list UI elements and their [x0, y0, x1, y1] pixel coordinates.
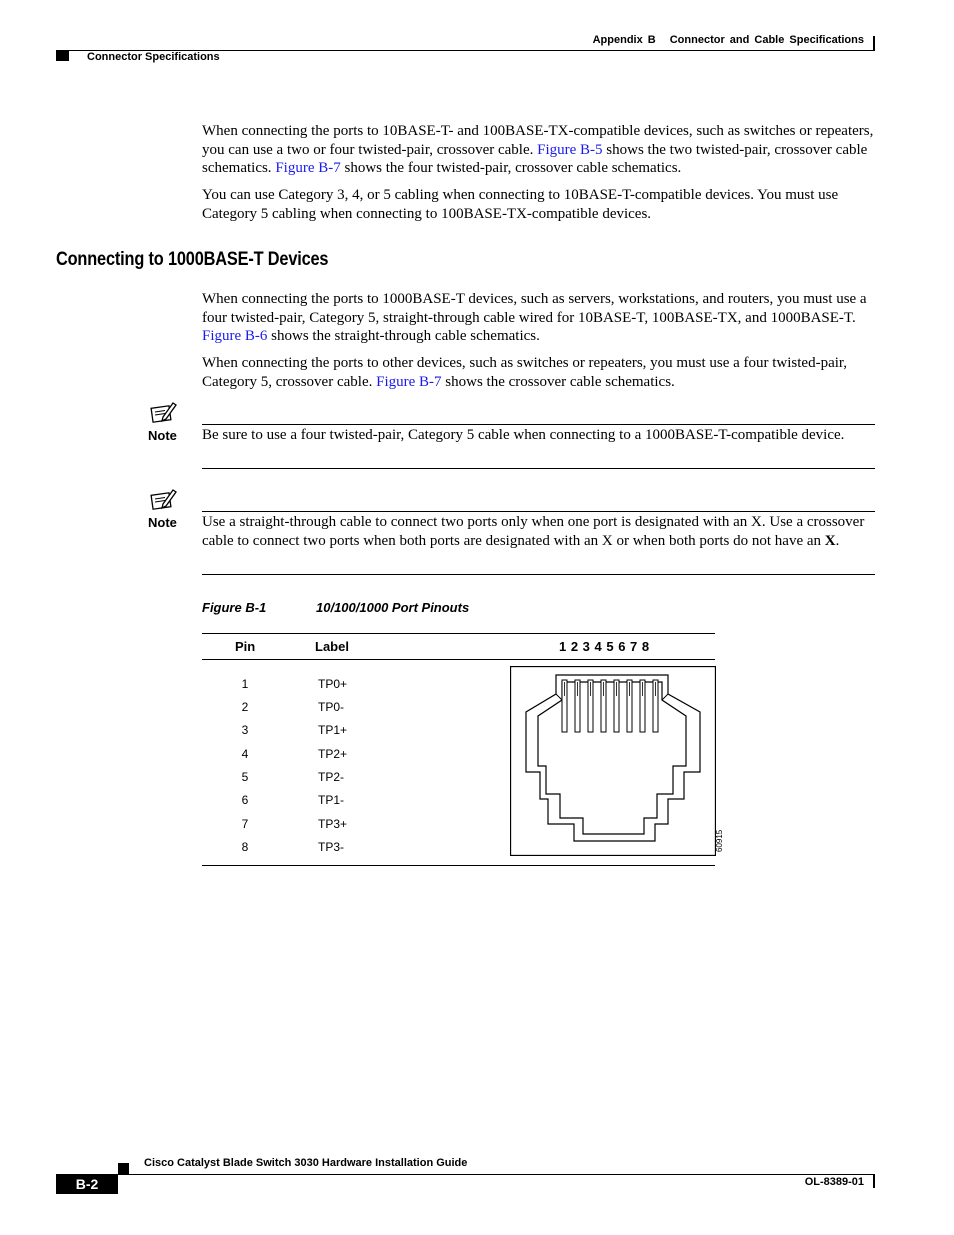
note-2-label: Note — [148, 515, 177, 530]
intro-paragraph-1 — [202, 122, 874, 178]
link-figure-b6[interactable]: Figure B-6 — [202, 328, 268, 344]
table-bottom-rule — [202, 865, 715, 866]
column-header-pin: Pin — [235, 639, 256, 654]
table-header-rule — [202, 659, 715, 660]
art-id-label: 60915 — [715, 829, 724, 852]
pin-number: 8 — [241, 840, 249, 854]
section-p2-text-b: shows the crossover cable schematics. — [441, 373, 675, 390]
pin-label: TP3+ — [318, 817, 348, 831]
column-header-label: Label — [315, 639, 349, 654]
table-top-rule — [202, 633, 715, 634]
page-number: B-2 — [56, 1174, 118, 1194]
link-figure-b5[interactable]: Figure B-5 — [537, 141, 603, 158]
note-2-text-a: Use a straight-through cable to connect two ports only when one port is designated with an X. Use a crossover cable to connect two ports when both ports are designated with an X or when both ports do not have an — [202, 514, 865, 549]
pin-label: TP0- — [318, 700, 345, 714]
footer-guide-title: Cisco Catalyst Blade Switch 3030 Hardware Installation Guide — [144, 1157, 468, 1169]
section-paragraph-1 — [202, 290, 874, 346]
pin-number: 3 — [241, 723, 249, 737]
pin-number: 4 — [241, 747, 249, 761]
link-figure-b7[interactable]: Figure B-7 — [275, 160, 341, 176]
document-number: OL-8389-01 — [804, 1176, 864, 1188]
header-tick — [873, 36, 875, 51]
footer-rule — [118, 1174, 875, 1175]
note-pencil-icon — [150, 487, 178, 511]
note-pencil-icon — [150, 400, 178, 424]
header-chapter-title: Connector and Cable Specifications — [669, 34, 864, 46]
pin-number: 2 — [241, 700, 249, 714]
intro-p1-text-a: When connecting the ports to 10BASE-T- and 100BASE-TX-compatible devices, such as switches or repeaters, you can use a two or four twisted-pair, crossover cable. — [202, 123, 874, 158]
figure-title: 10/100/1000 Port Pinouts — [316, 600, 470, 615]
note-1-text: Be sure to use a four twisted-pair, Category 5 cable when connecting to a 1000BASE-T-compatible device. — [202, 427, 845, 443]
note-1-label: Note — [148, 428, 177, 443]
pin-number: 5 — [241, 770, 249, 784]
intro-p2-text: You can use Category 3, 4, or 5 cabling when connecting to 10BASE-T-compatible devices. You must use Category 5 cabling when connecting to 100BASE-TX-compatible devices. — [202, 187, 839, 222]
section-p1-text-b: shows the straight-through cable schematics. — [267, 328, 540, 344]
intro-paragraph-2 — [202, 186, 874, 223]
pin-number: 6 — [241, 793, 249, 807]
section-paragraph-2 — [202, 354, 874, 391]
footer-tick — [873, 1174, 875, 1188]
note-2-bottom-rule — [202, 574, 875, 575]
note-2-text — [202, 513, 874, 550]
pin-number: 1 — [241, 677, 249, 691]
note-2-text-bold: X — [824, 532, 836, 549]
pin-label: TP2+ — [318, 747, 348, 761]
connector-pin-numbers: 1 2 3 4 5 6 7 8 — [559, 639, 650, 654]
pin-label: TP1- — [318, 793, 345, 807]
pin-label: TP2- — [318, 770, 345, 784]
header-section: Connector Specifications — [87, 51, 220, 63]
intro-p1-text-b: shows the two twisted-pair, crossover cable schematics. — [202, 141, 868, 176]
pin-label: TP1+ — [318, 723, 348, 737]
pin-number: 7 — [241, 817, 249, 831]
header-appendix: Appendix B — [592, 34, 656, 46]
section-p1-text-a: When connecting the ports to 1000BASE-T devices, such as servers, workstations, and routers, you must use a four twisted-pair, Category 5, straight-through cable wired for 10BASE-T, 100BASE-TX, and 1000BASE-T. — [202, 291, 867, 326]
intro-p1-text-c: shows the four twisted-pair, crossover cable schematics. — [340, 160, 682, 176]
figure-number: Figure B-1 — [202, 600, 267, 615]
pin-label: TP0+ — [318, 677, 348, 691]
note-1-top-rule — [202, 424, 875, 425]
footer-marker — [118, 1163, 129, 1174]
link-figure-b7-2[interactable]: Figure B-7 — [376, 373, 442, 390]
note-2-text-c: . — [835, 532, 840, 549]
pin-label: TP3- — [318, 840, 345, 854]
section-heading: Connecting to 1000BASE-T Devices — [56, 249, 329, 270]
note-2-top-rule — [202, 511, 875, 512]
running-header-chapter — [593, 34, 864, 46]
header-marker — [56, 51, 69, 61]
note-1-bottom-rule — [202, 468, 875, 469]
rj45-port-illustration — [510, 666, 716, 856]
section-p2-text-a: When connecting the ports to other devices, such as switches or repeaters, you must use a four twisted-pair, Category 5, crossover cable. — [202, 355, 848, 390]
